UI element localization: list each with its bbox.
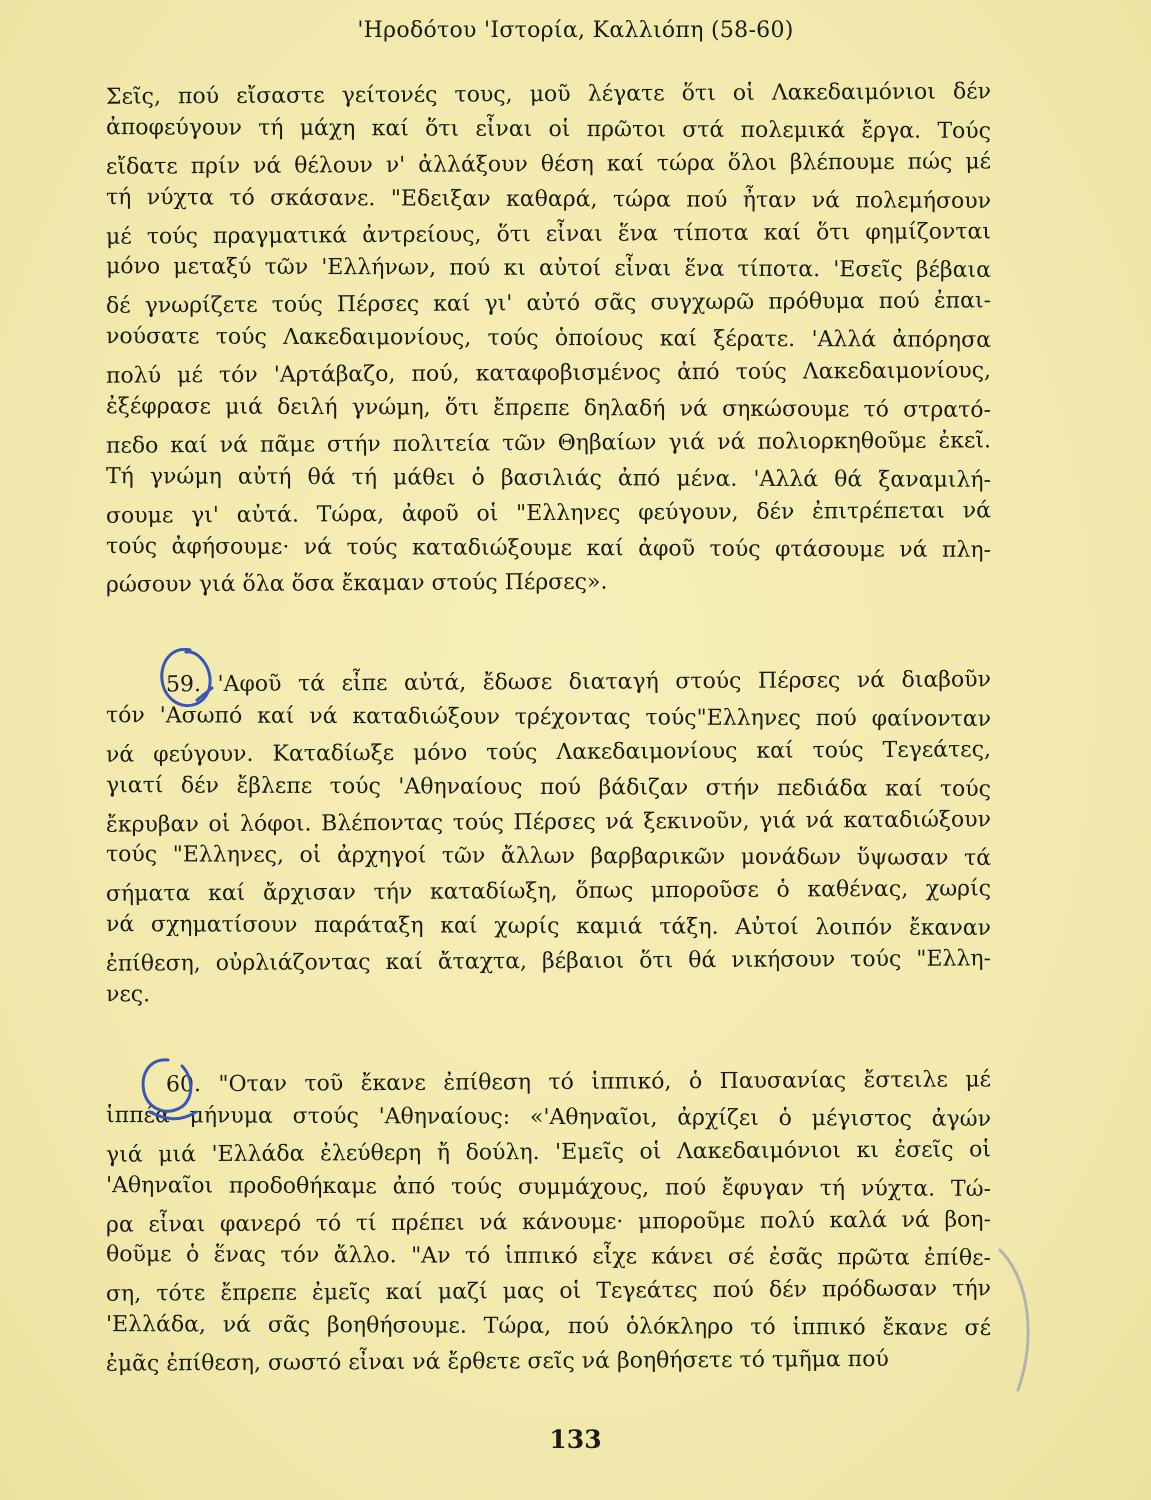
text-line: ρώσουν γιά ὅλα ὅσα ἔκαμαν στούς Πέρσες».: [105, 570, 608, 599]
text-line: νούσατε τούς Λακεδαιμονίους, τούς ὁποίους καί ξέρατε. 'Αλλά ἀπόρησα: [105, 324, 992, 354]
text-line: σήματα καί ἄρχισαν τήν καταδίωξη, ὅπως μποροῦσε ὁ καθένας, χωρίς: [105, 876, 992, 908]
text-line: ἐμᾶς ἐπίθεση, σωστό εἶναι νά ἔρθετε σεῖς νά βοηθήσετε τό τμῆμα πού: [105, 1347, 889, 1377]
text-line: τούς "Ελληνες, οἱ ἀρχηγοί τῶν ἄλλων βαρβαρικῶν μονάδων ὕψωσαν τά: [105, 842, 992, 872]
text-line: ἐπίθεση, οὐρλιάζοντας καί ἄταχτα, βέβαιοι ὅτι θά νικήσουν τούς "Ελλη-: [105, 946, 992, 977]
text-line: εἴδατε πρίν νά θέλουν ν' ἀλλάξουν θέση καί τώρα ὅλοι βλέπουμε πώς μέ: [105, 149, 992, 180]
text-line: ἀποφεύγουν τή μάχη καί ὅτι εἶναι οἱ πρῶτοι στά πολεμικά ἔργα. Τούς: [105, 114, 992, 144]
text-line: δέ γνωρίζετε τούς Πέρσες καί γι' αὐτό σᾶς συγχωρῶ πρόθυμα πού ἐπαι-: [105, 288, 992, 320]
text-line-content: 'Αφοῦ τά εἶπε αὐτά, ἔδωσε διαταγή στούς Πέρσες νά διαβοῦν: [217, 667, 992, 698]
text-line-content: "Οταν τοῦ ἔκανε ἐπίθεση τό ἱππικό, ὁ Παυσανίας ἔστειλε μέ: [218, 1067, 992, 1098]
text-line: ἔκρυβαν οἱ λόφοι. Βλέποντας τούς Πέρσες νά ξεκινοῦν, γιά νά καταδιώξουν: [105, 806, 992, 838]
page-number: 133: [549, 1425, 602, 1454]
text-line: [106, 663, 991, 703]
text-line: Σεῖς, πού εἴσαστε γείτονές τους, μοῦ λέγατε ὅτι οἱ Λακεδαιμόνιοι δέν: [105, 79, 992, 110]
paragraph-section-59: [106, 666, 991, 1015]
section-number: 59.: [165, 672, 202, 698]
text-line: μέ τούς πραγματικά ἀντρείους, ὅτι εἶναι ἕνα τίποτα καί ὅτι φημίζονται: [105, 218, 992, 250]
paragraph-section-60: [106, 1066, 991, 1380]
text-line: 'Αθηναῖοι προδοθήκαμε ἀπό τούς συμμάχους, πού ἔφυγαν τή νύχτα. Τώ-: [105, 1172, 992, 1202]
text-line: 'Ελλάδα, νά σᾶς βοηθήσουμε. Τώρα, πού ὁλόκληρο τό ἱππικό ἔκανε σέ: [105, 1312, 992, 1342]
text-line: τόν 'Ασωπό καί νά καταδιώξουν τρέχοντας τούς"Ελληνες πού φαίνονταν: [105, 702, 992, 732]
text-line: νά σχηματίσουν παράταξη καί χωρίς καμιά τάξη. Αὐτοί λοιπόν ἔκαναν: [105, 912, 992, 942]
section-number: 60.: [165, 1072, 202, 1098]
text-line: σουμε γι' αὐτά. Τώρα, ἀφοῦ οἱ "Ελληνες φεύγουν, δέν ἐπιτρέπεται νά: [105, 497, 992, 529]
text-line: Τή γνώμη αὐτή θά τή μάθει ὁ βασιλιάς ἀπό μένα. 'Αλλά θά ξαναμιλή-: [105, 463, 992, 493]
running-header: 'Ηροδότου 'Ιστορία, Καλλιόπη (58-60): [357, 18, 794, 43]
text-line: ση, τότε ἔπρεπε ἐμεῖς καί μαζί μας οἱ Τεγεάτες πού δέν πρόδωσαν τήν: [105, 1276, 992, 1308]
text-line: γιατί δέν ἔβλεπε τούς 'Αθηναίους πού βάδιζαν στήν πεδιάδα καί τούς: [105, 772, 992, 802]
text-line: θοῦμε ὁ ἕνας τόν ἄλλο. "Αν τό ἱππικό εἶχε κάνει σέ ἐσᾶς πρῶτα ἐπίθε-: [105, 1242, 992, 1272]
margin-curve-annotation: [1000, 1250, 1028, 1390]
text-line: ρα εἶναι φανερό τό τί πρέπει νά κάνουμε· μποροῦμε πολύ καλά νά βοη-: [105, 1206, 992, 1238]
text-line: [106, 1063, 991, 1103]
text-line: ἐξέφρασε μιά δειλή γνώμη, ὅτι ἔπρεπε δηλαδή νά σηκώσουμε τό στρατό-: [105, 394, 992, 423]
text-line: γιά μιά 'Ελλάδα ἐλεύθερη ἤ δούλη. 'Εμεῖς οἱ Λακεδαιμόνιοι κι ἐσεῖς οἱ: [105, 1137, 992, 1168]
text-line: νά φεύγουν. Καταδίωξε μόνο τούς Λακεδαιμονίους καί τούς Τεγεάτες,: [105, 737, 992, 768]
text-line: μόνο μεταξύ τῶν 'Ελλήνων, πού κι αὐτοί εἶναι ἕνα τίποτα. 'Εσεῖς βέβαια: [105, 254, 992, 284]
text-line: νες.: [105, 982, 151, 1008]
paragraph-section-58: [106, 78, 991, 601]
text-line: τή νύχτα τό σκάσανε. "Εδειξαν καθαρά, τώρα πού ἦταν νά πολεμήσουν: [105, 184, 992, 214]
text-line: πεδο καί νά πᾶμε στήν πολιτεία τῶν Θηβαίων γιά νά πολιορκηθοῦμε ἐκεῖ.: [105, 428, 992, 459]
text-line: ἱππέα μήνυμα στούς 'Αθηναίους: «'Αθηναῖοι, ἀρχίζει ὁ μέγιστος ἀγών: [105, 1102, 992, 1132]
text-line: πολύ μέ τόν 'Αρτάβαζο, πού, καταφοβισμένος ἀπό τούς Λακεδαιμονίους,: [105, 358, 992, 389]
text-line: τούς ἀφήσουμε· νά τούς καταδιώξουμε καί ἀφοῦ τούς φτάσουμε νά πλη-: [105, 533, 992, 563]
